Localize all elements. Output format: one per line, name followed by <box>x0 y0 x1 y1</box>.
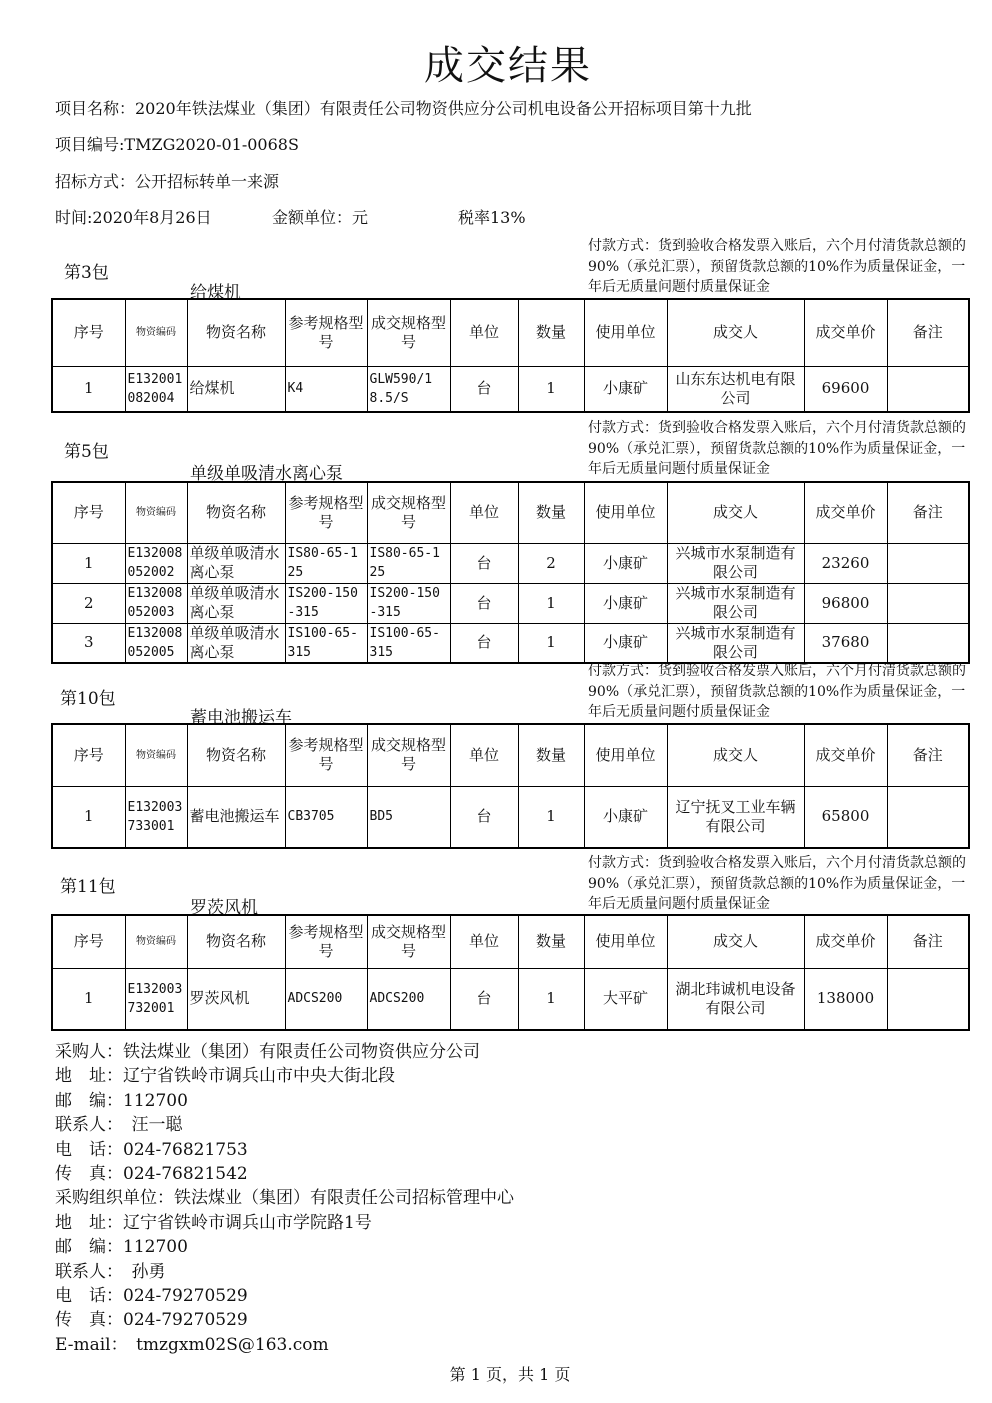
header-name: 物资名称 <box>187 299 285 366</box>
header-unit: 单位 <box>450 915 518 968</box>
cell-winner: 兴城市水泵制造有限公司 <box>667 543 804 583</box>
cell-name: 单级单吸清水离心泵 <box>187 583 285 623</box>
cell-seq: 1 <box>52 786 125 848</box>
header-winner: 成交人 <box>667 915 804 968</box>
page-title: 成交结果 <box>424 43 592 89</box>
cell-user: 小康矿 <box>584 366 667 412</box>
package-item: 给煤机 <box>190 283 241 303</box>
header-ref-spec: 参考规格型号 <box>285 482 367 543</box>
cell-qty: 1 <box>518 583 584 623</box>
header-deal-spec: 成交规格型号 <box>367 482 450 543</box>
package-item: 蓄电池搬运车 <box>190 708 292 728</box>
cell-qty: 1 <box>518 786 584 848</box>
cell-user: 大平矿 <box>584 968 667 1030</box>
contact-line: 邮 编：112700 <box>55 1237 188 1258</box>
cell-price: 23260 <box>804 543 887 583</box>
cell-unit: 台 <box>450 786 518 848</box>
cell-remark <box>887 623 969 663</box>
cell-name: 单级单吸清水离心泵 <box>187 543 285 583</box>
table-row <box>52 543 969 583</box>
cell-unit: 台 <box>450 968 518 1030</box>
cell-remark <box>887 968 969 1030</box>
cell-user: 小康矿 <box>584 623 667 663</box>
cell-qty: 1 <box>518 968 584 1030</box>
cell-unit: 台 <box>450 543 518 583</box>
contact-line: 电 话：024-79270529 <box>55 1286 248 1307</box>
project-code: 项目编号:TMZG2020-01-0068S <box>55 135 299 154</box>
header-code: 物资编码 <box>125 299 187 366</box>
package-item: 罗茨风机 <box>190 898 258 918</box>
header-user: 使用单位 <box>584 915 667 968</box>
cell-qty: 1 <box>518 366 584 412</box>
header-deal-spec: 成交规格型号 <box>367 299 450 366</box>
currency-unit: 金额单位：元 <box>272 208 369 227</box>
cell-ref-spec: IS200-150-315 <box>285 583 367 623</box>
cell-name: 罗茨风机 <box>187 968 285 1030</box>
header-user: 使用单位 <box>584 724 667 786</box>
header-price: 成交单价 <box>804 724 887 786</box>
cell-name: 蓄电池搬运车 <box>187 786 285 848</box>
header-qty: 数量 <box>518 724 584 786</box>
package-table <box>51 723 970 849</box>
date: 时间:2020年8月26日 <box>55 208 212 227</box>
header-qty: 数量 <box>518 299 584 366</box>
header-name: 物资名称 <box>187 724 285 786</box>
package-label: 第5包 <box>64 442 109 462</box>
cell-price: 96800 <box>804 583 887 623</box>
cell-unit: 台 <box>450 623 518 663</box>
header-ref-spec: 参考规格型号 <box>285 915 367 968</box>
cell-winner: 兴城市水泵制造有限公司 <box>667 583 804 623</box>
header-seq: 序号 <box>52 915 125 968</box>
header-deal-spec: 成交规格型号 <box>367 915 450 968</box>
cell-qty: 1 <box>518 623 584 663</box>
cell-winner: 湖北玮诚机电设备有限公司 <box>667 968 804 1030</box>
header-remark: 备注 <box>887 299 969 366</box>
cell-unit: 台 <box>450 366 518 412</box>
header-seq: 序号 <box>52 482 125 543</box>
payment-terms: 付款方式：货到验收合格发票入账后，六个月付清货款总额的90%（承兑汇票），预留货款总额的10%作为质量保证金，一年后无质量问题付质量保证金 <box>588 855 966 912</box>
header-unit: 单位 <box>450 299 518 366</box>
cell-name: 单级单吸清水离心泵 <box>187 623 285 663</box>
cell-ref-spec: ADCS200 <box>285 968 367 1030</box>
cell-name: 给煤机 <box>187 366 285 412</box>
table-row <box>52 623 969 663</box>
cell-winner: 兴城市水泵制造有限公司 <box>667 623 804 663</box>
cell-winner: 山东东达机电有限公司 <box>667 366 804 412</box>
cell-winner: 辽宁抚叉工业车辆有限公司 <box>667 786 804 848</box>
cell-seq: 1 <box>52 968 125 1030</box>
header-code: 物资编码 <box>125 915 187 968</box>
contact-block <box>55 1040 514 1357</box>
package-item: 单级单吸清水离心泵 <box>190 464 343 484</box>
cell-remark <box>887 543 969 583</box>
header-winner: 成交人 <box>667 482 804 543</box>
cell-deal-spec: ADCS200 <box>367 968 450 1030</box>
package-table <box>51 481 970 664</box>
contact-line: 邮 编：112700 <box>55 1090 188 1111</box>
cell-remark <box>887 786 969 848</box>
header-user: 使用单位 <box>584 299 667 366</box>
package-table <box>51 298 970 413</box>
header-qty: 数量 <box>518 915 584 968</box>
header-ref-spec: 参考规格型号 <box>285 299 367 366</box>
table-row <box>52 968 969 1030</box>
cell-code: E132008052005 <box>125 623 187 663</box>
cell-ref-spec: IS80-65-125 <box>285 543 367 583</box>
cell-deal-spec: IS80-65-125 <box>367 543 450 583</box>
header-price: 成交单价 <box>804 299 887 366</box>
header-winner: 成交人 <box>667 724 804 786</box>
header-name: 物资名称 <box>187 915 285 968</box>
contact-line: 传 真：024-79270529 <box>55 1310 248 1331</box>
contact-line: 采购组织单位：铁法煤业（集团）有限责任公司招标管理中心 <box>55 1188 514 1209</box>
cell-seq: 1 <box>52 543 125 583</box>
contact-line: 地 址：辽宁省铁岭市调兵山市学院路1号 <box>55 1212 372 1233</box>
header-seq: 序号 <box>52 724 125 786</box>
header-code: 物资编码 <box>125 724 187 786</box>
cell-code: E132003733001 <box>125 786 187 848</box>
table-row <box>52 583 969 623</box>
header-remark: 备注 <box>887 724 969 786</box>
header-name: 物资名称 <box>187 482 285 543</box>
package-label: 第3包 <box>64 263 109 283</box>
header-unit: 单位 <box>450 724 518 786</box>
table-row <box>52 786 969 848</box>
cell-price: 65800 <box>804 786 887 848</box>
contact-line: 联系人： 汪一聪 <box>55 1115 183 1136</box>
cell-ref-spec: IS100-65-315 <box>285 623 367 663</box>
package-label: 第11包 <box>60 877 116 897</box>
header-remark: 备注 <box>887 482 969 543</box>
header-code: 物资编码 <box>125 482 187 543</box>
cell-code: E132003732001 <box>125 968 187 1030</box>
cell-price: 69600 <box>804 366 887 412</box>
contact-line: 地 址：辽宁省铁岭市调兵山市中央大街北段 <box>55 1066 395 1087</box>
payment-terms: 付款方式：货到验收合格发票入账后，六个月付清货款总额的90%（承兑汇票），预留货款总额的10%作为质量保证金，一年后无质量问题付质量保证金 <box>588 420 966 477</box>
header-deal-spec: 成交规格型号 <box>367 724 450 786</box>
contact-line: 联系人： 孙勇 <box>55 1261 166 1282</box>
page-footer: 第 1 页，共 1 页 <box>449 1365 571 1384</box>
tender-method: 招标方式：公开招标转单一来源 <box>55 172 280 191</box>
cell-price: 37680 <box>804 623 887 663</box>
cell-remark <box>887 366 969 412</box>
cell-price: 138000 <box>804 968 887 1030</box>
tax-rate: 税率13% <box>458 208 526 227</box>
cell-qty: 2 <box>518 543 584 583</box>
cell-seq: 2 <box>52 583 125 623</box>
cell-unit: 台 <box>450 583 518 623</box>
table-row <box>52 366 969 412</box>
header-ref-spec: 参考规格型号 <box>285 724 367 786</box>
cell-deal-spec: IS200-150-315 <box>367 583 450 623</box>
contact-email: E-mail： tmzgxm02S@163.com <box>55 1334 329 1355</box>
header-winner: 成交人 <box>667 299 804 366</box>
cell-user: 小康矿 <box>584 583 667 623</box>
cell-ref-spec: CB3705 <box>285 786 367 848</box>
cell-deal-spec: GLW590/18.5/S <box>367 366 450 412</box>
header-seq: 序号 <box>52 299 125 366</box>
project-name: 项目名称：2020年铁法煤业（集团）有限责任公司物资供应分公司机电设备公开招标项目第十九批 <box>55 99 752 118</box>
contact-line: 采购人：铁法煤业（集团）有限责任公司物资供应分公司 <box>55 1042 480 1062</box>
payment-terms: 付款方式：货到验收合格发票入账后，六个月付清货款总额的90%（承兑汇票），预留货款总额的10%作为质量保证金，一年后无质量问题付质量保证金 <box>588 238 966 295</box>
cell-remark <box>887 583 969 623</box>
package-table <box>51 914 970 1031</box>
cell-deal-spec: BD5 <box>367 786 450 848</box>
header-price: 成交单价 <box>804 482 887 543</box>
cell-user: 小康矿 <box>584 786 667 848</box>
payment-terms: 付款方式：货到验收合格发票入账后，六个月付清货款总额的90%（承兑汇票），预留货款总额的10%作为质量保证金，一年后无质量问题付质量保证金 <box>588 663 966 720</box>
cell-seq: 1 <box>52 366 125 412</box>
cell-code: E132008052003 <box>125 583 187 623</box>
header-unit: 单位 <box>450 482 518 543</box>
cell-ref-spec: K4 <box>285 366 367 412</box>
contact-line: 电 话：024-76821753 <box>55 1139 248 1160</box>
cell-seq: 3 <box>52 623 125 663</box>
header-user: 使用单位 <box>584 482 667 543</box>
cell-deal-spec: IS100-65-315 <box>367 623 450 663</box>
header-remark: 备注 <box>887 915 969 968</box>
package-label: 第10包 <box>60 689 116 709</box>
cell-code: E132008052002 <box>125 543 187 583</box>
contact-line: 传 真：024-76821542 <box>55 1164 248 1185</box>
cell-code: E132001082004 <box>125 366 187 412</box>
header-price: 成交单价 <box>804 915 887 968</box>
header-qty: 数量 <box>518 482 584 543</box>
cell-user: 小康矿 <box>584 543 667 583</box>
